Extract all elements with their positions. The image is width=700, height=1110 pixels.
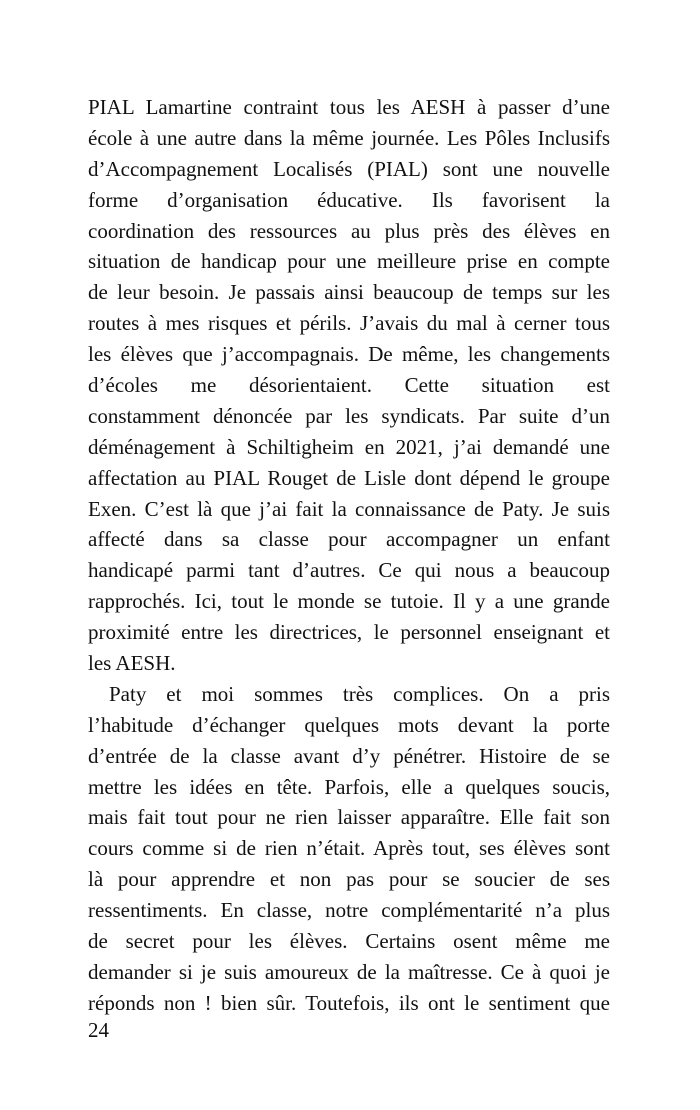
page-number: 24 bbox=[88, 1018, 109, 1042]
text-line: affecté dans sa classe pour accompagner un enfant bbox=[88, 527, 610, 552]
paragraph bbox=[88, 679, 610, 1019]
text-line: demander si je suis amoureux de la maîtresse. Ce à quoi je bbox=[88, 959, 610, 984]
text-line: là pour apprendre et non pas pour se soucier de ses bbox=[88, 867, 610, 892]
text-line: l’habitude d’échanger quelques mots devant la porte bbox=[88, 712, 610, 737]
text-line: Exen. C’est là que j’ai fait la connaissance de Paty. Je suis bbox=[88, 496, 610, 521]
text-line: ressentiments. En classe, notre complémentarité n’a plus bbox=[88, 898, 610, 923]
text-line: les AESH. bbox=[88, 651, 176, 676]
text-line: affectation au PIAL Rouget de Lisle dont dépend le groupe bbox=[88, 465, 610, 490]
text-line: d’Accompagnement Localisés (PIAL) sont une nouvelle bbox=[88, 156, 610, 181]
text-line: de leur besoin. Je passais ainsi beaucoup de temps sur les bbox=[88, 280, 610, 305]
text-line: PIAL Lamartine contraint tous les AESH à passer d’une bbox=[88, 95, 610, 119]
text-line: situation de handicap pour une meilleure prise en compte bbox=[88, 249, 610, 274]
text-line: déménagement à Schiltigheim en 2021, j’ai demandé une bbox=[88, 434, 610, 459]
text-line: réponds non ! bien sûr. Toutefois, ils ont le sentiment que bbox=[88, 990, 610, 1015]
text-line: Paty et moi sommes très complices. On a pris bbox=[109, 681, 610, 706]
text-line: constamment dénoncée par les syndicats. Par suite d’un bbox=[88, 403, 610, 428]
body-text bbox=[88, 92, 610, 1019]
text-line: d’entrée de la classe avant d’y pénétrer. Histoire de se bbox=[88, 743, 610, 768]
text-line: coordination des ressources au plus près des élèves en bbox=[88, 218, 610, 243]
text-line: proximité entre les directrices, le personnel enseignant et bbox=[88, 620, 610, 645]
text-line: handicapé parmi tant d’autres. Ce qui nous a beaucoup bbox=[88, 558, 610, 583]
text-line: de secret pour les élèves. Certains osent même me bbox=[88, 929, 610, 954]
text-line: école à une autre dans la même journée. Les Pôles Inclusifs bbox=[88, 125, 610, 150]
text-line: forme d’organisation éducative. Ils favorisent la bbox=[88, 187, 610, 212]
text-line: cours comme si de rien n’était. Après tout, ses élèves sont bbox=[88, 836, 610, 861]
text-line: routes à mes risques et périls. J’avais du mal à cerner tous bbox=[88, 311, 610, 336]
text-line: d’écoles me désorientaient. Cette situation est bbox=[88, 373, 610, 398]
text-line: mettre les idées en tête. Parfois, elle a quelques soucis, bbox=[88, 774, 610, 799]
text-line: rapprochés. Ici, tout le monde se tutoie. Il y a une grande bbox=[88, 589, 610, 614]
text-line: les élèves que j’accompagnais. De même, les changements bbox=[88, 342, 610, 367]
paragraph bbox=[88, 92, 610, 679]
text-line: mais fait tout pour ne rien laisser apparaître. Elle fait son bbox=[88, 805, 610, 830]
